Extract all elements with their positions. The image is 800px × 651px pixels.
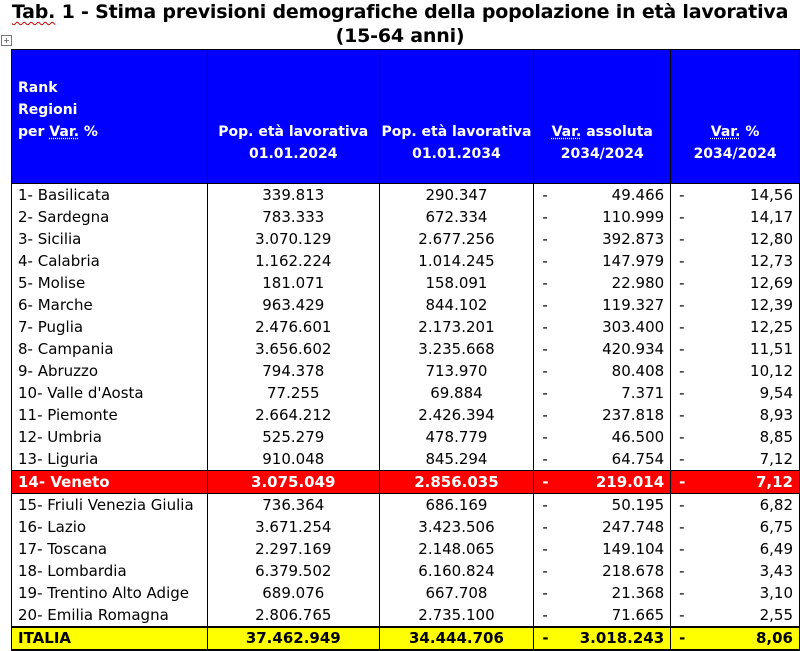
pop-2034: 2.735.100 xyxy=(379,604,534,627)
header-rank-line3c: % xyxy=(79,124,98,140)
var-pct-value: 3,10 xyxy=(692,582,800,604)
var-pct-value: 10,12 xyxy=(692,360,800,382)
var-abs-sign: - xyxy=(542,362,548,380)
pop-2034: 478.779 xyxy=(379,426,534,448)
header-rank-line1: Rank xyxy=(18,80,58,96)
var-abs-value: 119.327 xyxy=(555,294,671,316)
var-abs-value: 218.678 xyxy=(555,560,671,582)
region-name: 1- Basilicata xyxy=(12,184,208,207)
var-pct-sign: - xyxy=(679,384,685,402)
table-row xyxy=(12,426,800,448)
region-name: 18- Lombardia xyxy=(12,560,208,582)
var-pct-value: 7,12 xyxy=(692,471,800,494)
pop-2024: 783.333 xyxy=(207,206,379,228)
pop-2024: 2.664.212 xyxy=(207,404,379,426)
pop-2034: 69.884 xyxy=(379,382,534,404)
var-pct-sign: - xyxy=(671,471,692,494)
var-pct-sign: - xyxy=(679,296,685,314)
title-tab-word: Tab. xyxy=(11,1,56,23)
pop-2034: 1.014.245 xyxy=(379,250,534,272)
var-pct-value: 2,55 xyxy=(692,604,800,627)
var-abs-value: 46.500 xyxy=(555,426,671,448)
total-pop-2034: 34.444.706 xyxy=(379,627,534,650)
var-abs-sign: - xyxy=(542,318,548,336)
var-abs-value: 7.371 xyxy=(555,382,671,404)
table-row xyxy=(12,294,800,316)
table-row xyxy=(12,272,800,294)
pop-2024: 3.070.129 xyxy=(207,228,379,250)
var-abs-sign: - xyxy=(534,604,555,627)
var-pct-value: 8,85 xyxy=(692,426,800,448)
var-pct-sign: - xyxy=(679,208,685,226)
var-abs-sign: - xyxy=(542,540,548,558)
var-pct-value: 6,75 xyxy=(692,516,800,538)
region-name: 20- Emilia Romagna xyxy=(12,604,208,627)
header-pop-2024-line2: 01.01.2024 xyxy=(248,146,338,162)
var-pct-sign: - xyxy=(679,518,685,536)
header-rank-line3b: Var. xyxy=(49,124,80,140)
var-pct-sign: - xyxy=(679,340,685,358)
region-name: 4- Calabria xyxy=(12,250,208,272)
var-pct-sign: - xyxy=(679,540,685,558)
var-pct-sign: - xyxy=(679,584,685,602)
table-row xyxy=(12,448,800,471)
var-pct-sign: - xyxy=(671,604,692,627)
table-row xyxy=(12,604,800,627)
region-name: 8- Campania xyxy=(12,338,208,360)
header-var-abs-line2: 2034/2024 xyxy=(560,146,644,162)
var-pct-value: 12,69 xyxy=(692,272,800,294)
header-var-pct-line2: 2034/2024 xyxy=(693,146,777,162)
var-abs-value: 71.665 xyxy=(555,604,671,627)
pop-2024: 525.279 xyxy=(207,426,379,448)
pop-2024: 2.297.169 xyxy=(207,538,379,560)
header-rank-line3a: per xyxy=(18,124,50,140)
pop-2034: 2.426.394 xyxy=(379,404,534,426)
var-pct-sign: - xyxy=(679,450,685,468)
var-pct-value: 12,39 xyxy=(692,294,800,316)
pop-2024: 2.476.601 xyxy=(207,316,379,338)
header-var-abs-line1a: Var. xyxy=(551,124,582,140)
table-row-highlighted xyxy=(12,471,800,494)
pop-2024: 689.076 xyxy=(207,582,379,604)
var-pct-sign: - xyxy=(679,252,685,270)
pop-2024: 736.364 xyxy=(207,494,379,517)
pop-2024: 910.048 xyxy=(207,448,379,471)
var-pct-value: 14,56 xyxy=(692,184,800,207)
pop-2034: 845.294 xyxy=(379,448,534,471)
title-line-1 xyxy=(0,0,800,24)
pop-2034: 672.334 xyxy=(379,206,534,228)
var-abs-sign: - xyxy=(542,384,548,402)
var-abs-sign: - xyxy=(542,428,548,446)
var-abs-value: 237.818 xyxy=(555,404,671,426)
var-abs-sign: - xyxy=(542,562,548,580)
table-row xyxy=(12,538,800,560)
var-abs-value: 50.195 xyxy=(555,494,671,517)
var-pct-value: 12,25 xyxy=(692,316,800,338)
var-abs-value: 149.104 xyxy=(555,538,671,560)
var-pct-sign: - xyxy=(679,562,685,580)
total-pop-2024: 37.462.949 xyxy=(207,627,379,650)
table-row xyxy=(12,560,800,582)
var-abs-sign: - xyxy=(542,230,548,248)
pop-2034: 290.347 xyxy=(379,184,534,207)
header-pop-2024 xyxy=(207,50,379,184)
var-pct-value: 9,54 xyxy=(692,382,800,404)
var-abs-sign: - xyxy=(542,518,548,536)
var-pct-value: 11,51 xyxy=(692,338,800,360)
header-pop-2034 xyxy=(379,50,534,184)
header-var-pct-line1b: % xyxy=(740,124,760,140)
var-pct-value: 8,93 xyxy=(692,404,800,426)
pop-2034: 844.102 xyxy=(379,294,534,316)
table-row xyxy=(12,382,800,404)
pop-2034: 2.148.065 xyxy=(379,538,534,560)
table-row xyxy=(12,184,800,207)
table-row xyxy=(12,228,800,250)
pop-2034: 2.856.035 xyxy=(379,471,534,494)
total-region-name: ITALIA xyxy=(12,627,208,650)
pop-2034: 158.091 xyxy=(379,272,534,294)
header-pop-2034-line1: Pop. età lavorativa xyxy=(381,124,532,140)
region-name: 14- Veneto xyxy=(12,471,208,494)
var-abs-sign: - xyxy=(542,186,548,204)
var-pct-sign: - xyxy=(679,362,685,380)
table-row xyxy=(12,316,800,338)
header-rank xyxy=(12,50,208,184)
var-pct-sign: - xyxy=(679,406,685,424)
var-abs-sign: - xyxy=(542,274,548,292)
pop-2024: 794.378 xyxy=(207,360,379,382)
pop-2024: 2.806.765 xyxy=(207,604,379,627)
var-abs-value: 80.408 xyxy=(555,360,671,382)
pop-2024: 77.255 xyxy=(207,382,379,404)
pop-2034: 2.677.256 xyxy=(379,228,534,250)
var-pct-value: 3,43 xyxy=(692,560,800,582)
var-abs-value: 64.754 xyxy=(555,448,671,471)
var-pct-value: 14,17 xyxy=(692,206,800,228)
total-var-pct-sign: - xyxy=(671,627,692,650)
region-name: 15- Friuli Venezia Giulia xyxy=(12,494,208,517)
var-pct-value: 6,82 xyxy=(692,494,800,517)
header-pop-2024-line1: Pop. età lavorativa xyxy=(218,124,369,140)
var-abs-value: 392.873 xyxy=(555,228,671,250)
var-pct-value: 6,49 xyxy=(692,538,800,560)
header-var-pct-line1a: Var. xyxy=(710,124,741,140)
var-abs-value: 21.368 xyxy=(555,582,671,604)
var-pct-sign: - xyxy=(679,274,685,292)
region-name: 9- Abruzzo xyxy=(12,360,208,382)
var-abs-sign: - xyxy=(542,208,548,226)
title-line-1-text: 1 - Stima previsioni demografiche della popolazione in età lavorativa xyxy=(55,1,789,23)
pop-2024: 3.671.254 xyxy=(207,516,379,538)
table-title xyxy=(0,0,800,48)
var-pct-sign: - xyxy=(679,428,685,446)
var-abs-value: 22.980 xyxy=(555,272,671,294)
var-pct-sign: - xyxy=(679,496,685,514)
var-abs-sign: - xyxy=(542,340,548,358)
var-abs-sign: - xyxy=(542,496,548,514)
region-name: 12- Umbria xyxy=(12,426,208,448)
region-name: 2- Sardegna xyxy=(12,206,208,228)
var-abs-value: 303.400 xyxy=(555,316,671,338)
table-row xyxy=(12,494,800,517)
pop-2024: 3.075.049 xyxy=(207,471,379,494)
pop-2024: 1.162.224 xyxy=(207,250,379,272)
region-name: 5- Molise xyxy=(12,272,208,294)
var-abs-sign: - xyxy=(534,471,555,494)
header-var-pct xyxy=(671,50,800,184)
pop-2024: 6.379.502 xyxy=(207,560,379,582)
region-name: 10- Valle d'Aosta xyxy=(12,382,208,404)
var-abs-value: 247.748 xyxy=(555,516,671,538)
pop-2034: 713.970 xyxy=(379,360,534,382)
pop-2034: 686.169 xyxy=(379,494,534,517)
table-row xyxy=(12,516,800,538)
total-var-abs-sign: - xyxy=(534,627,555,650)
var-abs-sign: - xyxy=(542,296,548,314)
pop-2034: 667.708 xyxy=(379,582,534,604)
var-abs-sign: - xyxy=(542,450,548,468)
pop-2024: 3.656.602 xyxy=(207,338,379,360)
region-name: 6- Marche xyxy=(12,294,208,316)
region-name: 3- Sicilia xyxy=(12,228,208,250)
table-row-total xyxy=(12,627,800,650)
table-row xyxy=(12,206,800,228)
region-name: 13- Liguria xyxy=(12,448,208,471)
table-move-handle-icon[interactable]: + xyxy=(1,35,12,46)
var-abs-value: 49.466 xyxy=(555,184,671,207)
var-abs-value: 219.014 xyxy=(555,471,671,494)
pop-2024: 963.429 xyxy=(207,294,379,316)
table-row xyxy=(12,404,800,426)
var-abs-value: 110.999 xyxy=(555,206,671,228)
header-var-abs xyxy=(534,50,671,184)
table-row xyxy=(12,360,800,382)
var-abs-value: 147.979 xyxy=(555,250,671,272)
region-name: 19- Trentino Alto Adige xyxy=(12,582,208,604)
pop-2024: 339.813 xyxy=(207,184,379,207)
var-abs-sign: - xyxy=(542,406,548,424)
region-name: 17- Toscana xyxy=(12,538,208,560)
region-name: 11- Piemonte xyxy=(12,404,208,426)
header-var-abs-line1b: assoluta xyxy=(581,124,653,140)
var-abs-sign: - xyxy=(542,252,548,270)
table-row xyxy=(12,250,800,272)
var-abs-value: 420.934 xyxy=(555,338,671,360)
pop-2034: 3.235.668 xyxy=(379,338,534,360)
table-row xyxy=(12,338,800,360)
region-name: 16- Lazio xyxy=(12,516,208,538)
var-pct-sign: - xyxy=(679,318,685,336)
pop-2034: 6.160.824 xyxy=(379,560,534,582)
var-pct-sign: - xyxy=(679,230,685,248)
title-line-2: (15-64 anni) xyxy=(335,25,465,47)
region-name: 7- Puglia xyxy=(12,316,208,338)
pop-2034: 3.423.506 xyxy=(379,516,534,538)
var-pct-sign: - xyxy=(679,186,685,204)
var-abs-sign: - xyxy=(542,584,548,602)
var-pct-value: 12,73 xyxy=(692,250,800,272)
table-row xyxy=(12,582,800,604)
population-table xyxy=(11,49,800,651)
var-pct-value: 7,12 xyxy=(692,448,800,471)
table-header-row xyxy=(12,50,800,184)
pop-2024: 181.071 xyxy=(207,272,379,294)
header-rank-line2: Regioni xyxy=(18,102,78,118)
pop-2034: 2.173.201 xyxy=(379,316,534,338)
total-var-pct-value: 8,06 xyxy=(692,627,800,650)
var-pct-value: 12,80 xyxy=(692,228,800,250)
total-var-abs-value: 3.018.243 xyxy=(555,627,671,650)
header-pop-2034-line2: 01.01.2034 xyxy=(412,146,501,162)
